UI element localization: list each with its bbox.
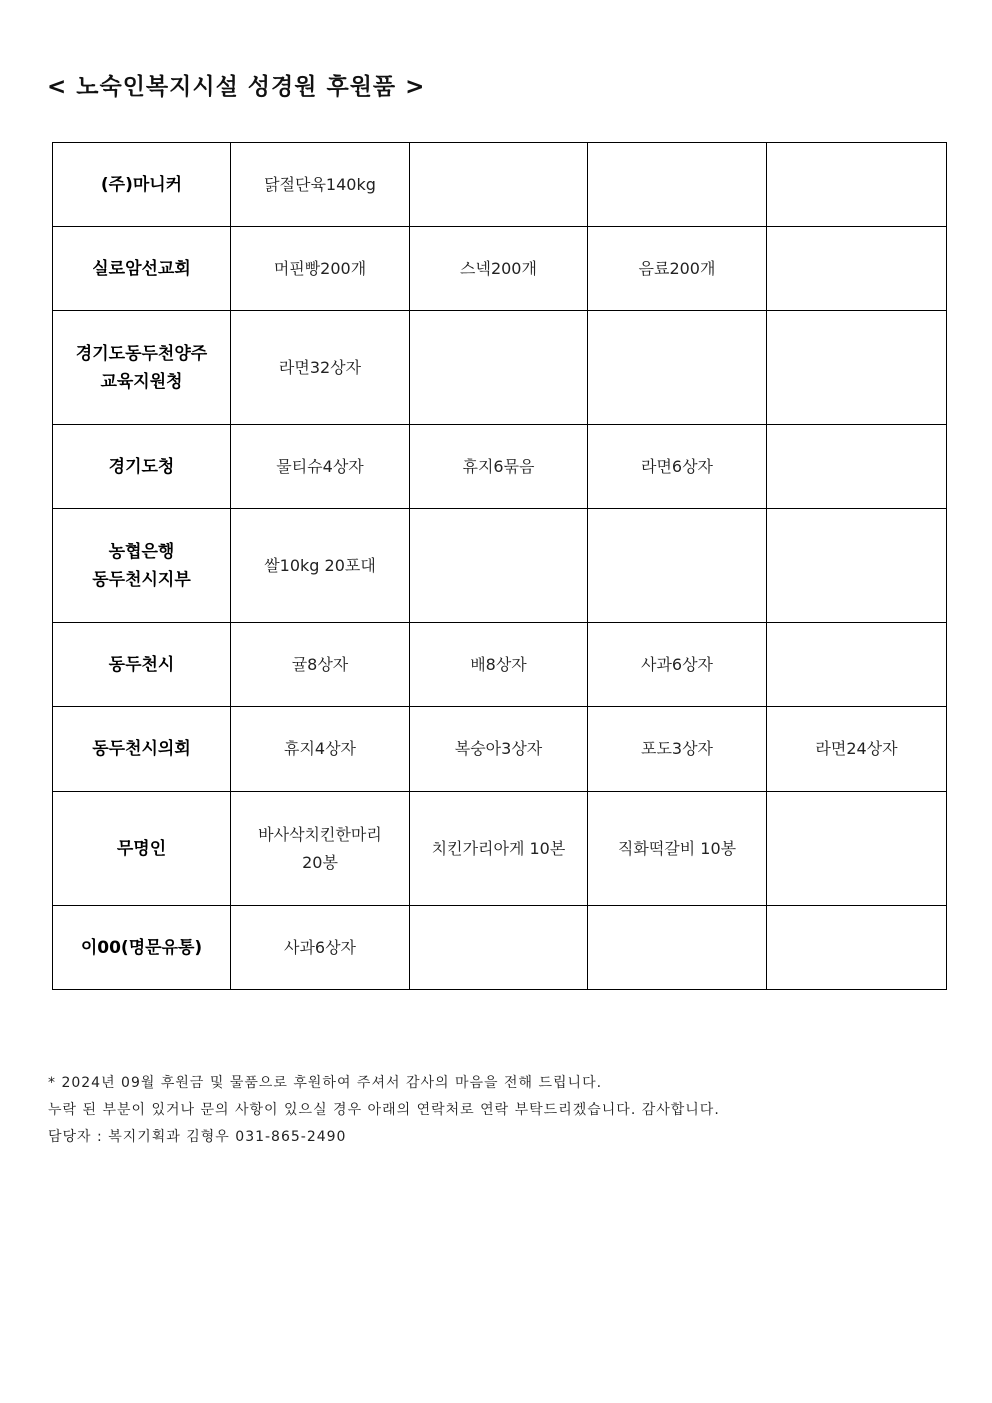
donor-name-line: 동두천시 bbox=[108, 654, 175, 675]
item-cell: 라면6상자 bbox=[588, 425, 767, 509]
donor-cell bbox=[53, 623, 231, 707]
item-cell: 머핀빵200개 bbox=[231, 227, 410, 311]
donor-name-line: 경기도동두천양주 bbox=[75, 343, 208, 364]
donor-cell bbox=[53, 425, 231, 509]
donor-cell bbox=[53, 311, 231, 425]
item-cell bbox=[767, 311, 947, 425]
item-cell bbox=[767, 143, 947, 227]
footer-line-thanks: * 2024년 09월 후원금 및 물품으로 후원하여 주셔서 감사의 마음을 전해 드립니다. bbox=[48, 1075, 603, 1091]
item-cell bbox=[767, 509, 947, 623]
donor-name-line: 동두천시의회 bbox=[92, 739, 191, 759]
item-cell: 바사삭치킨한마리 20봉 bbox=[231, 792, 410, 906]
footer-line-contact: 담당자 : 복지기획과 김형우 031-865-2490 bbox=[48, 1129, 347, 1145]
item-cell: 라면24상자 bbox=[767, 707, 947, 792]
donor-cell bbox=[53, 509, 231, 623]
donor-cell bbox=[53, 906, 231, 990]
table-row bbox=[53, 906, 947, 990]
item-cell: 직화떡갈비 10봉 bbox=[588, 792, 767, 906]
item-cell bbox=[410, 311, 588, 425]
table-row bbox=[53, 227, 947, 311]
item-cell: 복숭아3상자 bbox=[410, 707, 588, 792]
item-cell: 스넥200개 bbox=[410, 227, 588, 311]
item-cell bbox=[767, 425, 947, 509]
item-cell: 휴지4상자 bbox=[231, 707, 410, 792]
donor-cell bbox=[53, 143, 231, 227]
item-cell bbox=[767, 227, 947, 311]
donor-name-line: 농협은행 bbox=[108, 541, 175, 562]
footer-notes bbox=[48, 1070, 720, 1151]
donor-name-line: 이00(명문유통) bbox=[80, 937, 203, 958]
table-row bbox=[53, 425, 947, 509]
table-row bbox=[53, 509, 947, 623]
donor-cell bbox=[53, 707, 231, 792]
item-cell bbox=[588, 509, 767, 623]
donor-name-line: (주)마니커 bbox=[100, 174, 183, 195]
donor-name-line: 동두천시지부 bbox=[92, 569, 191, 590]
donor-name-line: 실로암선교회 bbox=[92, 258, 191, 279]
item-cell bbox=[767, 906, 947, 990]
item-cell bbox=[588, 311, 767, 425]
item-cell: 음료200개 bbox=[588, 227, 767, 311]
item-cell: 물티슈4상자 bbox=[231, 425, 410, 509]
item-cell: 귤8상자 bbox=[231, 623, 410, 707]
footer-line-inquiry: 누락 된 부분이 있거나 문의 사항이 있으실 경우 아래의 연락처로 연락 부탁드리겠습니다. 감사합니다. bbox=[48, 1102, 720, 1118]
table-row bbox=[53, 707, 947, 792]
item-cell: 닭절단육140kg bbox=[231, 143, 410, 227]
donor-name-line: 경기도청 bbox=[108, 456, 175, 477]
item-cell bbox=[410, 906, 588, 990]
table-row bbox=[53, 792, 947, 906]
item-cell bbox=[410, 143, 588, 227]
donation-table bbox=[52, 142, 947, 990]
item-cell bbox=[588, 906, 767, 990]
item-cell: 포도3상자 bbox=[588, 707, 767, 792]
page-title: < 노숙인복지시설 성경원 후원품 > bbox=[47, 74, 426, 100]
item-cell: 쌀10kg 20포대 bbox=[231, 509, 410, 623]
item-cell bbox=[588, 143, 767, 227]
table-row bbox=[53, 623, 947, 707]
item-cell: 사과6상자 bbox=[588, 623, 767, 707]
table-row bbox=[53, 311, 947, 425]
donor-name-line: 무명인 bbox=[116, 838, 167, 859]
donor-cell bbox=[53, 227, 231, 311]
table-row bbox=[53, 143, 947, 227]
donor-cell bbox=[53, 792, 231, 906]
item-cell: 휴지6묶음 bbox=[410, 425, 588, 509]
item-cell: 치킨가리아게 10본 bbox=[410, 792, 588, 906]
item-cell bbox=[767, 623, 947, 707]
donor-name-line: 교육지원청 bbox=[100, 371, 183, 392]
item-cell bbox=[767, 792, 947, 906]
item-cell: 사과6상자 bbox=[231, 906, 410, 990]
item-cell bbox=[410, 509, 588, 623]
item-cell: 배8상자 bbox=[410, 623, 588, 707]
item-cell: 라면32상자 bbox=[231, 311, 410, 425]
